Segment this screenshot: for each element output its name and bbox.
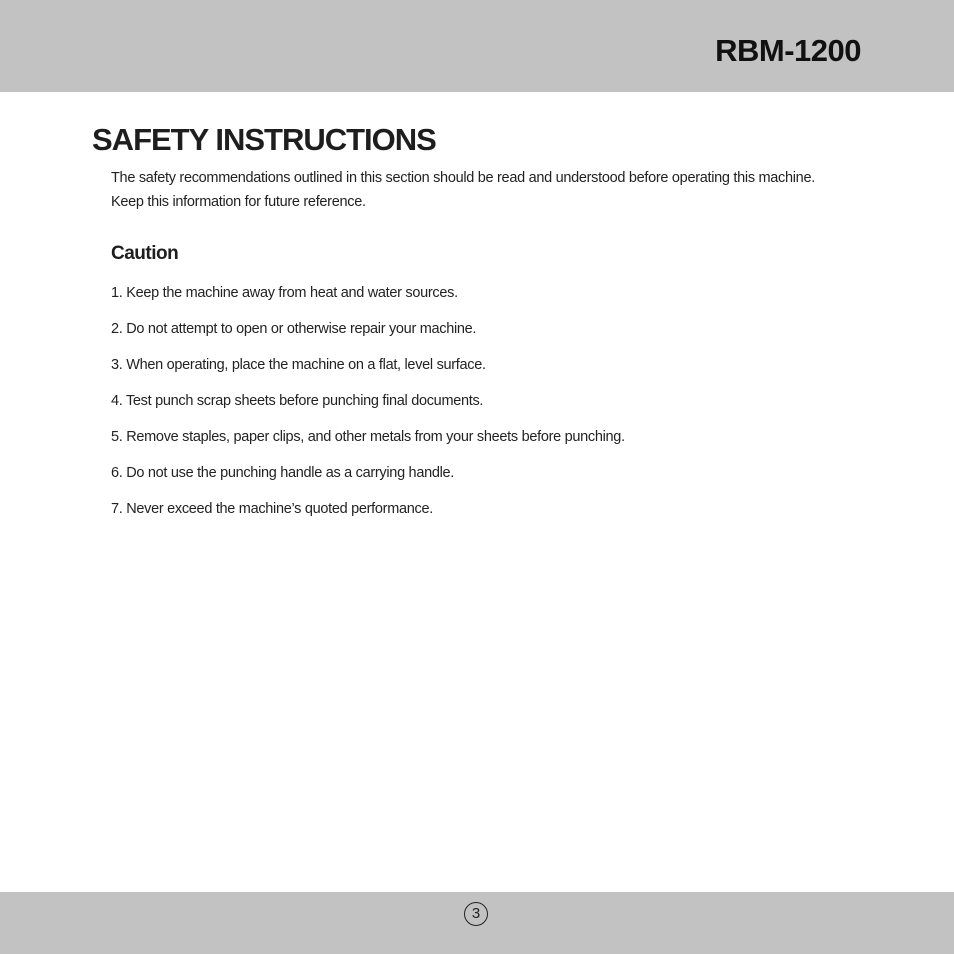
intro-line: Keep this information for future reference. xyxy=(111,194,366,210)
caution-heading: Caution xyxy=(111,243,179,264)
caution-item: 3. When operating, place the machine on a flat, level surface. xyxy=(111,357,486,373)
caution-item: 4. Test punch scrap sheets before punching final documents. xyxy=(111,393,484,409)
intro-line: The safety recommendations outlined in this section should be read and understood before operating this machine. xyxy=(111,170,815,186)
caution-item: 6. Do not use the punching handle as a carrying handle. xyxy=(111,465,455,481)
caution-item: 1. Keep the machine away from heat and water sources. xyxy=(111,285,458,301)
caution-list xyxy=(111,282,625,534)
page-number: 3 xyxy=(464,902,488,926)
caution-item: 5. Remove staples, paper clips, and other metals from your sheets before punching. xyxy=(111,429,625,445)
model-title: RBM-1200 xyxy=(715,33,861,68)
intro-paragraph xyxy=(111,166,851,214)
caution-item: 2. Do not attempt to open or otherwise repair your machine. xyxy=(111,321,477,337)
page-title: SAFETY INSTRUCTIONS xyxy=(92,122,436,157)
caution-item: 7. Never exceed the machine’s quoted performance. xyxy=(111,501,433,517)
